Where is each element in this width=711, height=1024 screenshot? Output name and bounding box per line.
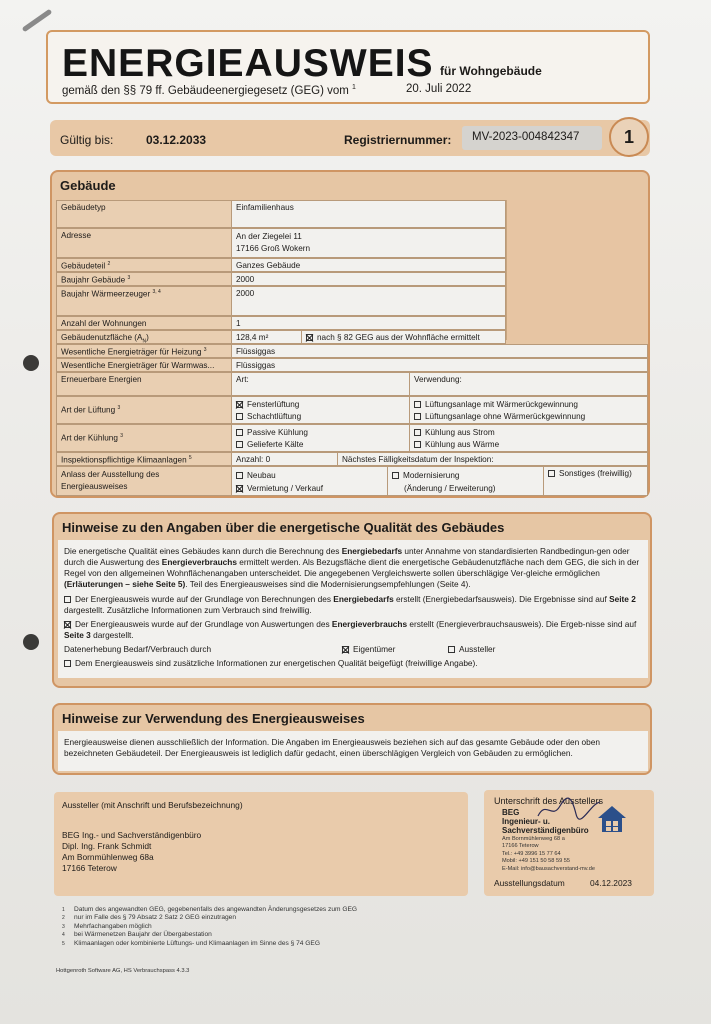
row-wohnungen: Anzahl der Wohnungen 1 [56, 316, 506, 330]
usage-notes-title: Hinweise zur Verwendung des Energieausweises [62, 711, 365, 726]
checkbox-sonstiges[interactable] [548, 470, 555, 477]
row-baujahr: Baujahr Gebäude $^3$ 2000 [56, 272, 506, 286]
checkbox-neubau[interactable] [236, 472, 243, 479]
checkbox-passive-kuehlung[interactable] [236, 429, 243, 436]
quality-notes-title: Hinweise zu den Angaben über die energetische Qualität des Gebäudes [62, 520, 505, 535]
checkbox-schachtlueftung[interactable] [236, 413, 243, 420]
quality-notes-body: Die energetische Qualität eines Gebäudes kann durch die Berechnung des Energiebedarfs unter Annahme von standardisierten Randbedingun-gen oder durch die Auswertung des Energieverbrauchs ermittelt werden. Als Bezugsfläche dient die energetische Gebäudenutzfläche nach dem GEG, die sich in der Regel von den allgemeinen Wohnflächenangaben unterscheidet. Die angegebenen Vergleichswerte sollen überschlägige Ver-gleiche ermöglichen (Erläuterungen – siehe Seite 5). Teil des Energieausweises sind die Modernisierungsempfehlungen (Seite 4). Der Energieausweis wurde auf der Grundlage von Berechnungen des Energiebedarfs erstellt (Energiebedarfsausweis). Die Ergebnisse sind auf Seite 2 dargestellt. Zusätzliche Informationen zum Verbrauch sind freiwillig. Der Energieausweis wurde auf der Grundlage von Auswertungen des Energieverbrauchs erstellt (Energieverbrauchsausweis). Die Ergeb-nisse sind auf Seite 3 dargestellt. Datenerhebung Bedarf/Verbrauch durch Eigentümer Aussteller Dem Energieausweis sind zusätzliche Informationen zur energetischen Qualität beigefügt (freiwillige Angabe). [58, 540, 648, 678]
row-nutzflaeche: Gebäudenutzfläche $(A_N)$ 128,4 m² nach § 82 GEG aus der Wohnfläche ermittelt [56, 330, 506, 344]
page-number: 1 [609, 117, 649, 157]
row-warmwasser: Wesentliche Energieträger für Warmwas... Flüssiggas [56, 358, 648, 372]
checkbox-bedarfsausweis[interactable] [64, 596, 71, 603]
certificate-header [46, 30, 650, 104]
usage-notes-body: Energieausweise dienen ausschließlich der Information. Die Angaben im Energieausweis beziehen sich auf das gesamte Gebäude oder den oben bezeichneten Gebäudeteil. Der Energieausweis ist lediglich dafür gedacht, einen überschlägigen Vergleich von Gebäuden zu ermöglichen. [58, 731, 648, 771]
issuer-box [54, 792, 468, 896]
document-title: ENERGIEAUSWEIS [62, 42, 434, 85]
signature-label: Unterschrift des Ausstellers [494, 796, 604, 806]
building-photo-placeholder [506, 200, 648, 340]
checkbox-verbrauchsausweis[interactable] [64, 621, 71, 628]
address-value: An der Ziegelei 11 17166 Groß Wokern [232, 228, 506, 258]
punch-hole-top [23, 355, 39, 371]
checkbox-kuehlung-strom[interactable] [414, 429, 421, 436]
row-lueftung: Art der Lüftung $^3$ Fensterlüftung Schachtlüftung Lüftungsanlage mit Wärmerückgewinnung Lüftungsanlage ohne Wärmerückgewinnung [56, 396, 648, 424]
usage-notes-section [52, 703, 652, 775]
issue-date-label: Ausstellungsdatum [494, 878, 565, 888]
registration-number: MV-2023-004842347 [462, 126, 602, 150]
punch-hole-bottom [23, 634, 39, 650]
registration-label: Registriernummer: [344, 133, 452, 147]
checkbox-gelieferte-kaelte[interactable] [236, 441, 243, 448]
checkbox-vermietung-verkauf[interactable] [236, 485, 243, 492]
validity-bar [50, 120, 650, 156]
checkbox-fensterlueftung[interactable] [236, 401, 243, 408]
valid-until-label: Gültig bis: [60, 133, 114, 147]
staple [22, 9, 53, 33]
building-type-value: Einfamilienhaus [232, 200, 506, 228]
row-anlass: Anlass der Ausstellung des Energieausweises Neubau Vermietung / Verkauf Modernisierung (Änderung / Erweiterung) Sonstiges (freiwillig) [56, 466, 648, 496]
footnotes: 1 Datum des angewandten GEG, gegebenenfalls des angewandten Änderungsgesetzes zum GEG 2 nur im Falle des § 79 Absatz 2 Satz 2 GEG einzutragen 3 Mehrfachangaben möglich 4 bei Wärmenetzen Baujahr der Übergabestation 5 Klimaanlagen oder kombinierte Lüftungs- und Klimaanlagen im Sinne des § 74 GEG [62, 906, 357, 947]
issuer-header: Aussteller (mit Anschrift und Berufsbezeichnung) [62, 800, 243, 810]
quality-notes-section [52, 512, 652, 688]
valid-until-date: 03.12.2033 [146, 133, 207, 147]
issue-date: 04.12.2023 [590, 878, 632, 888]
building-section-title: Gebäude [60, 178, 116, 193]
stamp-company: BEG Ingenieur- u. Sachverständigenbüro [502, 808, 589, 835]
checkbox-zusatzinformationen[interactable] [64, 660, 71, 667]
checkbox-lueftung-mit-wrg[interactable] [414, 401, 421, 408]
document-subtitle: für Wohngebäude [440, 64, 542, 78]
row-heizung: Wesentliche Energieträger für Heizung $^3$ Flüssiggas [56, 344, 648, 358]
row-kuehlung: Art der Kühlung $^3$ Passive Kühlung Gelieferte Kälte Kühlung aus Strom Kühlung aus Wärme [56, 424, 648, 452]
checkbox-modernisierung[interactable] [392, 472, 399, 479]
checkbox-kuehlung-waerme[interactable] [414, 441, 421, 448]
building-section [50, 170, 650, 498]
row-gebaeudeteil: Gebäudeteil $^2$ Ganzes Gebäude [56, 258, 506, 272]
law-date: 20. Juli 2022 [406, 83, 472, 95]
checkbox-eigentuemer[interactable] [342, 646, 349, 653]
row-klimaanlagen: Inspektionspflichtige Klimaanlagen $^5$ Anzahl: 0 Nächstes Fälligkeitsdatum der Inspektion: [56, 452, 648, 466]
row-waermeerzeuger: Baujahr Wärmeerzeuger $^{3, 4}$ 2000 [56, 286, 506, 316]
row-erneuerbar: Erneuerbare Energien Art: Verwendung: [56, 372, 648, 396]
checkbox-wohnflaeche[interactable] [306, 334, 313, 341]
signature-box [484, 790, 654, 896]
row-adresse: Adresse An der Ziegelei 11 17166 Groß Wokern [56, 228, 506, 258]
checkbox-aussteller[interactable] [448, 646, 455, 653]
checkbox-lueftung-ohne-wrg[interactable] [414, 413, 421, 420]
row-gebaeudetyp: Gebäudetyp Einfamilienhaus [56, 200, 506, 228]
stamp-contact: Am Bornmühlenweg 68 a 17166 Teterow Tel.: +49 3996 15 77 64 Mobil: +49 151 50 58 59 55 E-Mail: info@bausachverstand-mv.de [502, 836, 595, 872]
house-logo-icon [596, 804, 628, 834]
legal-basis: gemäß den §§ 79 ff. Gebäudeenergiegesetz (GEG) vom $^1$ [62, 84, 356, 97]
issuer-address: BEG Ing.- und Sachverständigenbüro Dipl. Ing. Frank Schmidt Am Bornmühlenweg 68a 17166 Teterow [62, 830, 202, 873]
software-credit: Hottgenroth Software AG, HS Verbrauchspass 4.3.3 [56, 968, 190, 974]
